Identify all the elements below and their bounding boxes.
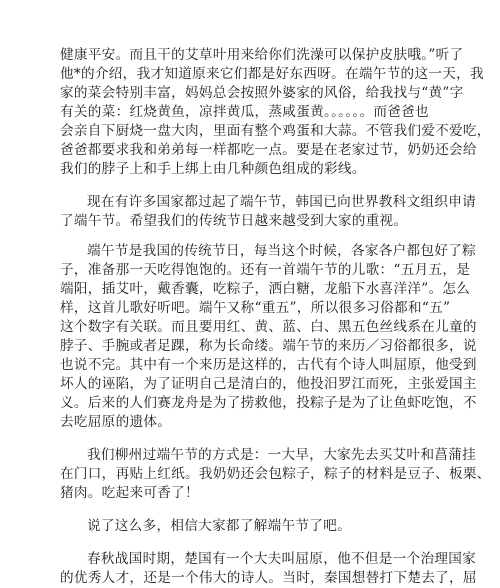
text-line: 我们的脖子上和手上绑上由几种颜色组成的彩线。 <box>60 161 366 177</box>
text-line: 脖子、手腕或者足踝，称为长命缕。端午节的来历／习俗都很多，说 <box>60 338 477 354</box>
text-line: 会亲自下厨烧一盘大肉，里面有整个鸡蛋和大蒜。不管我们爱不爱吃， <box>60 123 491 139</box>
text-line: 说了这么多，相信大家都了解端午节了吧。 <box>87 518 351 534</box>
text-line: 在门口，再贴上红纸。我奶奶还会包粽子，粽子的材料是豆子、板栗、 <box>60 466 491 482</box>
paragraph-international <box>60 193 477 231</box>
text-line: 端阳，插艾叶，戴香囊，吃粽子，洒白糖，龙船下水喜洋洋”。怎么 <box>60 281 471 297</box>
text-line: 子，准备那一天吃得饱饱的。还有一首端午节的儿歌：“五月五，是 <box>60 262 471 278</box>
text-line: 健康平安。而且干的艾草叶用来给你们洗澡可以保护皮肤哦。”听了 <box>60 47 464 63</box>
text-line: 猪肉。吃起来可香了！ <box>60 485 199 501</box>
text-line: 这个数字有关联。而且要用红、黄、蓝、白、黑五色丝线系在儿童的 <box>60 319 477 335</box>
document-body <box>60 46 491 588</box>
paragraph-tradition <box>60 242 477 432</box>
paragraph-dragon-boat-food <box>60 46 491 179</box>
text-line: 的优秀人才，还是一个伟大的诗人。当时，秦国想替打下楚去了，屈 <box>60 570 477 586</box>
text-line: 了端午节。希望我们的传统节日越来越受到大家的重视。 <box>60 213 408 229</box>
paragraph-summary <box>60 517 460 536</box>
text-line: 他*的介绍，我才知道原来它们都是好东西呀。在端午节的这一天，我 <box>60 66 484 82</box>
text-line: 有关的菜：红烧黄鱼，凉拌黄瓜，蒸咸蛋黄。。。。。。而爸爸也 <box>60 104 429 120</box>
text-line: 现在有许多国家都过起了端午节，韩国已向世界教科文组织申请 <box>87 194 477 210</box>
text-line: 也说不完。其中有一个来历是这样的，古代有个诗人叫屈原，他受到 <box>60 357 477 373</box>
text-line: 爸爸都要求我和弟弟每一样都吃一点。要是在老家过节，奶奶还会给 <box>60 142 477 158</box>
text-line: 去吃屈原的遗体。 <box>60 414 172 430</box>
text-line: 我们柳州过端午节的方式是：一大早，大家先去买艾叶和菖蒲挂 <box>87 447 477 463</box>
paragraph-qu-yuan <box>60 550 477 588</box>
text-line: 家的菜会特别丰富，妈妈总会按照外婆家的风俗，给我找与“黄”字 <box>60 85 464 101</box>
paragraph-liuzhou <box>60 446 491 503</box>
text-line: 端午节是我国的传统节日，每当这个时候，各家各户都包好了粽 <box>87 243 477 259</box>
text-line: 春秋战国时期，楚国有一个大夫叫屈原，他不但是一个治理国家 <box>87 551 477 567</box>
text-line: 义。后来的人们赛龙舟是为了捞救他，投粽子是为了让鱼虾吃饱，不 <box>60 395 477 411</box>
text-line: 坏人的诬陷，为了证明自己是清白的，他投汨罗江而死，主张爱国主 <box>60 376 477 392</box>
text-line: 样，这首儿歌好听吧。端午又称“重五”，所以很多习俗都和“五” <box>60 300 451 316</box>
